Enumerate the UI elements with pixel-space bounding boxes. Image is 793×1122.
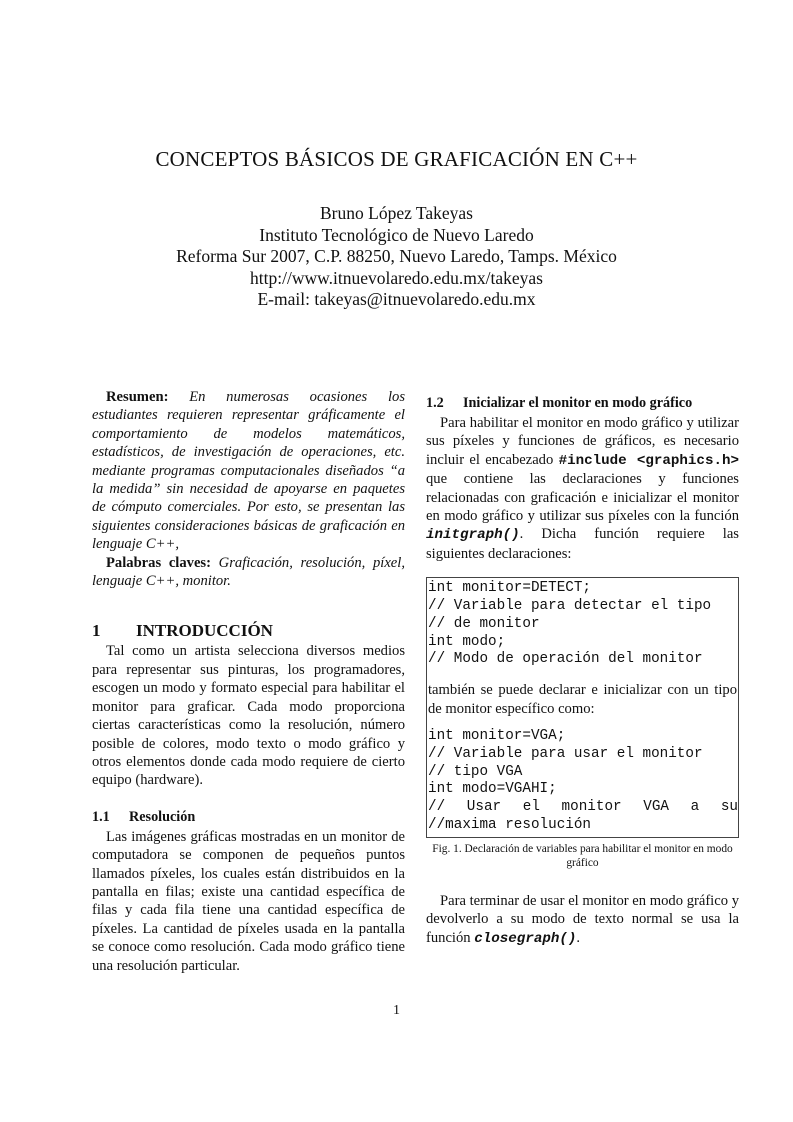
- author-block: [0, 203, 793, 311]
- section-1-2-text-a: Para habilitar el monitor en modo gráfico y utilizar sus píxeles y funciones de gráficos, es necesario incluir el encabezado: [426, 415, 739, 468]
- author-address: Reforma Sur 2007, C.P. 88250, Nuevo Laredo, Tamps. México: [176, 246, 617, 266]
- code-line: // Modo de operación del monitor: [428, 651, 703, 668]
- right-column: [426, 394, 739, 948]
- closegraph-code: closegraph(): [474, 930, 577, 947]
- code-line: int monitor=DETECT;: [428, 580, 592, 597]
- initgraph-code: initgraph(): [426, 527, 520, 544]
- code-word: monitor: [561, 799, 622, 816]
- left-column: [92, 388, 405, 975]
- code-line: // tipo VGA: [428, 763, 523, 780]
- section-1-2-number: 1.2: [426, 395, 444, 411]
- closing-text: [426, 892, 739, 948]
- code-line: //maxima resolución: [428, 817, 592, 834]
- code-word: a: [690, 799, 700, 816]
- code-line: int modo;: [428, 633, 506, 650]
- figure-caption: Fig. 1. Declaración de variables para habilitar el monitor en modo gráfico: [432, 842, 733, 869]
- section-1-1-number: 1.1: [92, 808, 110, 825]
- code-line: int monitor=VGA;: [428, 728, 566, 745]
- code-word: Usar: [466, 799, 502, 816]
- section-1-number: 1: [92, 621, 101, 641]
- include-code: #include <graphics.h>: [558, 452, 739, 469]
- abstract: [92, 388, 405, 590]
- keywords-text: Graficación, resolución, píxel, lenguaje C++, monitor.: [92, 554, 405, 590]
- closing-text-body: Para terminar de usar el monitor en modo gráfico y devolverlo a su modo de texto normal se usa la función: [426, 892, 739, 946]
- keywords-label: Palabras claves:: [106, 554, 211, 571]
- section-1-text: Tal como un artista selecciona diversos medios para representar sus pinturas, los programadores, escogen un modo y formato especial para habilitar el monitor para graficar. Cada modo proporciona ciertas características como la resolución, número posible de colores, modo texto o modo gráfico y otros elementos donde cada modo requiere de cierto equipo (hardware).: [92, 643, 405, 789]
- section-1-2-heading: [426, 394, 739, 412]
- page-number: 1: [393, 1003, 400, 1018]
- abstract-label: Resumen:: [106, 389, 169, 405]
- code-word: VGA: [643, 799, 669, 816]
- author-url[interactable]: http://www.itnuevolaredo.edu.mx/takeyas: [250, 267, 543, 288]
- abstract-text: En numerosas ocasiones los estudiantes requieren representar gráficamente el comportamiento de modelos matemáticos, estadísticos, de investigación de operaciones, etc. mediante programas computacionales diseñados “a la medida” sin necesidad de apoyarse en paquetes de cómputo comerciales. Por esto, se presentan las siguientes consideraciones básicas de graficación en lenguaje C++,: [92, 389, 405, 553]
- section-1-2-text: [426, 414, 739, 563]
- code-figure-box: [426, 577, 739, 838]
- section-1-2-title: Inicializar el monitor en modo gráfico: [463, 395, 693, 411]
- code-word: //: [428, 799, 446, 816]
- code-word: el: [522, 799, 540, 816]
- code-word: su: [720, 799, 738, 816]
- code-line: // Variable para detectar el tipo: [428, 598, 712, 615]
- section-1-1-heading: [92, 808, 405, 826]
- code-line: // Variable para usar el monitor: [428, 745, 703, 762]
- section-1-2-text-b: que contiene las declaraciones y funciones relacionadas con graficación e inicializar el monitor en modo gráfico y utilizar sus píxeles con la función: [426, 471, 739, 525]
- code-line-justified: [427, 799, 738, 817]
- code-line: int modo=VGAHI;: [428, 781, 557, 798]
- closing-text-end: .: [576, 929, 581, 946]
- paper-title: CONCEPTOS BÁSICOS DE GRAFICACIÓN EN C++: [155, 147, 638, 171]
- section-1-title: INTRODUCCIÓN: [136, 621, 273, 641]
- code-box-middle-text: también se puede declarar e inicializar con un tipo de monitor específico como:: [428, 682, 737, 717]
- author-institute: Instituto Tecnológico de Nuevo Laredo: [259, 224, 534, 245]
- section-1-1-title: Resolución: [129, 808, 196, 825]
- section-1-1-text: Las imágenes gráficas mostradas en un monitor de computadora se componen de pequeños puntos llamados píxeles, los cuales están distribuidos en la pantalla en filas; existe una cantidad específica de filas y cada fila tiene una cantidad específica de píxeles. La cantidad de píxeles usada en la pantalla se conoce como resolución. Cada modo gráfico tiene una resolución particular.: [92, 828, 405, 974]
- code-line: // de monitor: [428, 615, 540, 632]
- author-email[interactable]: E-mail: takeyas@itnuevolaredo.edu.mx: [257, 289, 536, 309]
- section-1-heading: [92, 620, 405, 642]
- author-name: Bruno López Takeyas: [320, 203, 473, 223]
- section-1-2-text-c: . Dicha función requiere las siguientes declaraciones:: [426, 526, 739, 562]
